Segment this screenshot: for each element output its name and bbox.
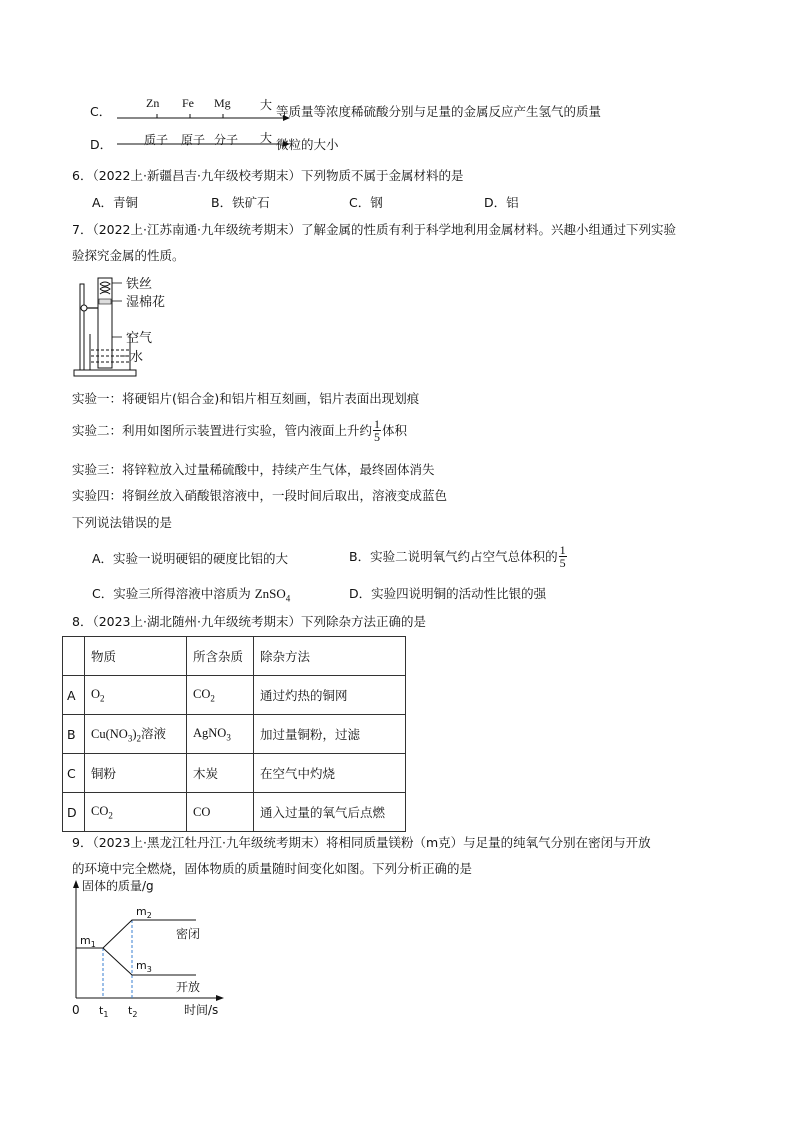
q7-option-b-text: B．实验二说明氧气约占空气总体积的 bbox=[349, 549, 558, 564]
label-m1: $m_1$ bbox=[80, 934, 96, 949]
table-row[interactable] bbox=[63, 793, 406, 832]
q6-option-a[interactable]: A．青铜 bbox=[92, 195, 139, 210]
q6-stem: 6．（2022上·新疆昌吉·九年级校考期末）下列物质不属于金属材料的是 bbox=[72, 168, 464, 183]
x-tick-t2-sub: 2 bbox=[132, 1010, 138, 1018]
q5-d-item-molecule: 分子 bbox=[214, 133, 239, 147]
q5-option-d bbox=[90, 133, 690, 157]
row-label: D bbox=[63, 793, 85, 832]
q5-option-c bbox=[90, 96, 690, 124]
q5-option-d-label: D． bbox=[90, 137, 113, 152]
series-label-closed: 密闭 bbox=[176, 927, 201, 941]
q5-c-item-mg: Mg bbox=[214, 96, 231, 110]
table-header-row bbox=[63, 637, 406, 676]
q7-exp2-post: 体积 bbox=[382, 423, 408, 438]
x-axis-label: 时间/s bbox=[184, 1003, 219, 1017]
substance-sub: 2 bbox=[108, 810, 113, 821]
fraction-numerator-b: 1 bbox=[559, 542, 566, 557]
row-impurity bbox=[187, 676, 254, 715]
fraction-denominator: 5 bbox=[374, 429, 381, 444]
q5-d-desc: 微粒的大小 bbox=[276, 137, 339, 152]
q7-apparatus-figure bbox=[70, 272, 180, 380]
q6-option-d[interactable]: D．铝 bbox=[484, 195, 519, 210]
apparatus-label-water: 水 bbox=[130, 350, 144, 365]
fraction-denominator-b: 5 bbox=[559, 555, 566, 570]
q5-c-item-fe: Fe bbox=[182, 96, 194, 110]
q6-option-b[interactable]: B．铁矿石 bbox=[211, 195, 270, 210]
table-header-substance: 物质 bbox=[85, 637, 187, 676]
q7-ask: 下列说法错误的是 bbox=[72, 515, 173, 530]
x-tick-t2: $t_2$ bbox=[128, 1004, 138, 1018]
row-impurity bbox=[187, 715, 254, 754]
q7-option-c-text: C．实验三所得溶液中溶质为 bbox=[92, 586, 251, 601]
impurity-text: CO bbox=[193, 686, 211, 701]
impurity-sub: 3 bbox=[226, 732, 231, 743]
label-m3-sub: 3 bbox=[146, 965, 152, 974]
apparatus-label-cotton: 湿棉花 bbox=[126, 295, 166, 310]
q9-stem-line2: 的环境中完全燃烧，固体物质的质量随时间变化如图。下列分析正确的是 bbox=[72, 861, 473, 876]
q7-exp2-pre: 实验二：利用如图所示装置进行实验，管内液面上升约 bbox=[72, 423, 373, 438]
row-label: A bbox=[63, 676, 85, 715]
q6-option-c[interactable]: C．钢 bbox=[349, 195, 383, 210]
series-label-open: 开放 bbox=[176, 980, 201, 994]
row-substance bbox=[85, 715, 187, 754]
label-m1-sub: 1 bbox=[90, 940, 96, 949]
q7-exp2 bbox=[72, 416, 407, 444]
table-row[interactable] bbox=[63, 676, 406, 715]
table-header-blank bbox=[63, 637, 85, 676]
q7-stem-line2: 验探究金属的性质。 bbox=[72, 248, 185, 263]
y-axis-arrow bbox=[73, 880, 79, 888]
row-substance bbox=[85, 676, 187, 715]
impurity-text: CO bbox=[193, 804, 211, 819]
label-m2-sub: 2 bbox=[146, 911, 152, 920]
q7-option-b[interactable] bbox=[349, 541, 568, 571]
substance-sub2: 2 bbox=[136, 733, 141, 744]
substance-tail2: 溶液 bbox=[140, 726, 166, 742]
apparatus-label-air: 空气 bbox=[126, 331, 153, 346]
row-impurity bbox=[187, 793, 254, 832]
q5-d-axis-end: 大 bbox=[260, 131, 273, 145]
q7-option-d[interactable]: D．实验四说明铜的活动性比银的强 bbox=[349, 586, 547, 601]
substance-text: CO bbox=[91, 803, 109, 818]
q5-c-desc: 等质量等浓度稀硫酸分别与足量的金属反应产生氢气的质量 bbox=[276, 104, 602, 119]
q8-table bbox=[62, 636, 406, 832]
substance-sub: 2 bbox=[100, 693, 105, 704]
row-method: 通过灼热的铜网 bbox=[254, 676, 406, 715]
x-tick-t1: $t_1$ bbox=[99, 1004, 109, 1018]
fraction-one-fifth-b bbox=[559, 544, 567, 569]
row-method: 在空气中灼烧 bbox=[254, 754, 406, 793]
q5-c-axis-end: 大 bbox=[260, 98, 273, 112]
q9-chart bbox=[66, 878, 246, 1018]
q8-stem: 8．（2023上·湖北随州·九年级统考期末）下列除杂方法正确的是 bbox=[72, 614, 426, 629]
label-m2: $m_2$ bbox=[136, 905, 152, 920]
row-label: B bbox=[63, 715, 85, 754]
table-header-impurity: 所含杂质 bbox=[187, 637, 254, 676]
apparatus-drawing bbox=[70, 272, 180, 380]
table-row[interactable] bbox=[63, 715, 406, 754]
table-header-method: 除杂方法 bbox=[254, 637, 406, 676]
row-label: C bbox=[63, 754, 85, 793]
q9-stem-line1: 9．（2023上·黑龙江牡丹江·九年级统考期末）将相同质量镁粉（m克）与足量的纯氧气分别在密闭与开放 bbox=[72, 835, 651, 850]
q5-option-c-label: C． bbox=[90, 104, 112, 119]
row-impurity: 木炭 bbox=[187, 754, 254, 793]
origin-label: 0 bbox=[72, 1003, 80, 1017]
substance-text: O bbox=[91, 686, 101, 701]
row-method: 通入过量的氧气后点燃 bbox=[254, 793, 406, 832]
q5-c-item-zn: Zn bbox=[146, 96, 160, 110]
substance-text: Cu(NO bbox=[91, 727, 128, 742]
x-tick-t1-sub: 1 bbox=[103, 1010, 109, 1018]
q7-exp1: 实验一：将硬铝片(铝合金)和铝片相互刻画，铝片表面出现划痕 bbox=[72, 391, 420, 406]
q7-exp4: 实验四：将铜丝放入硝酸银溶液中，一段时间后取出，溶液变成蓝色 bbox=[72, 488, 448, 503]
fraction-numerator: 1 bbox=[374, 416, 381, 431]
q5-d-item-proton: 质子 bbox=[144, 133, 169, 147]
znso-sub: 4 bbox=[285, 593, 291, 604]
fraction-one-fifth bbox=[373, 418, 381, 443]
row-substance: 铜粉 bbox=[85, 754, 187, 793]
substance-sub: 3 bbox=[127, 733, 133, 744]
znso-text: ZnSO bbox=[254, 586, 286, 601]
row-method: 加过量铜粉，过滤 bbox=[254, 715, 406, 754]
q7-option-c[interactable] bbox=[92, 584, 290, 604]
q7-option-c-formula bbox=[254, 586, 291, 604]
x-axis-arrow bbox=[216, 995, 224, 1001]
q5-d-item-atom: 原子 bbox=[181, 133, 206, 147]
q7-stem-line1: 7．（2022上·江苏南通·九年级统考期末）了解金属的性质有利于科学地利用金属材料。兴趣小组通过下列实验 bbox=[72, 222, 676, 237]
apparatus-label-wire: 铁丝 bbox=[126, 277, 153, 292]
q7-exp3: 实验三：将锌粒放入过量稀硫酸中，持续产生气体，最终固体消失 bbox=[72, 462, 435, 477]
label-m3: $m_3$ bbox=[136, 959, 152, 974]
table-row[interactable] bbox=[63, 754, 406, 793]
substance-tail: ) bbox=[132, 727, 137, 742]
impurity-sub: 2 bbox=[210, 693, 215, 704]
row-substance bbox=[85, 793, 187, 832]
impurity-text: AgNO bbox=[193, 725, 227, 740]
y-axis-label: 固体的质量/g bbox=[82, 879, 154, 893]
q7-option-a[interactable]: A．实验一说明硬铝的硬度比铝的大 bbox=[92, 551, 289, 566]
